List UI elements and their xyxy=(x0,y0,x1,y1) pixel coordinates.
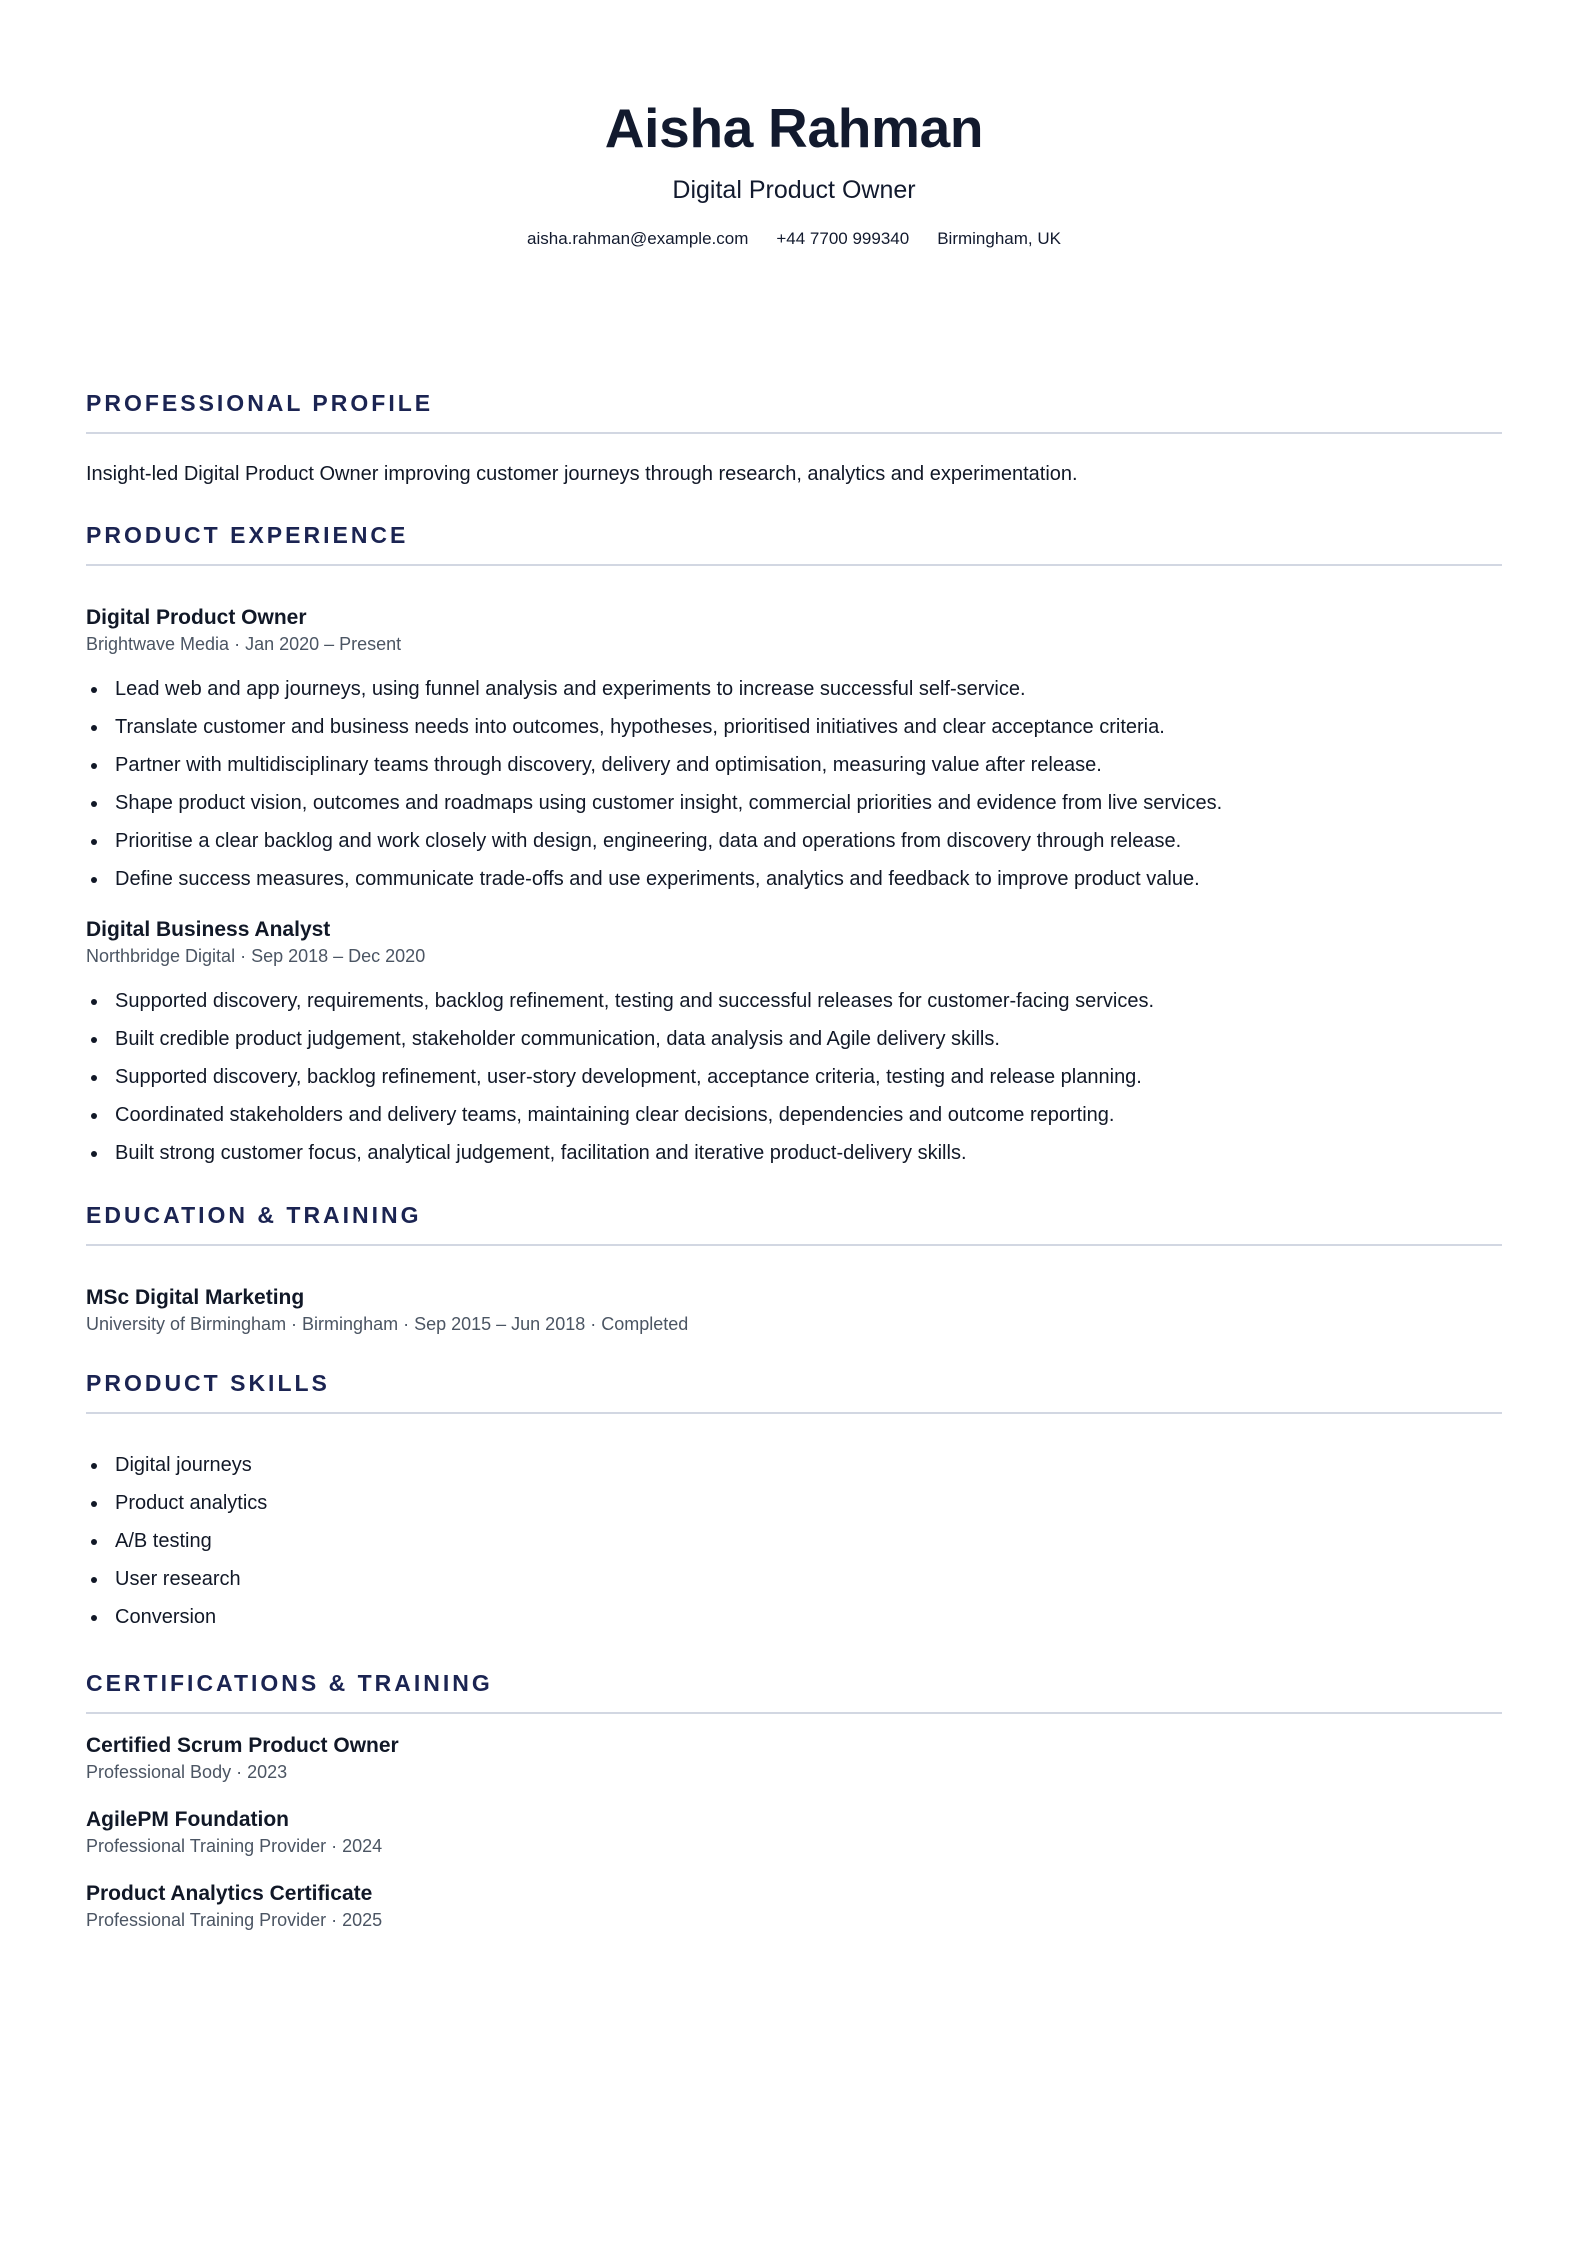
skill-item: Conversion xyxy=(86,1598,1502,1636)
education-entry xyxy=(86,1284,1502,1336)
skill-item: Product analytics xyxy=(86,1484,1502,1522)
section-title-skills: PRODUCT SKILLS xyxy=(86,1370,330,1396)
list-item: Built credible product judgement, stakeholder communication, data analysis and Agile delivery skills. xyxy=(86,1020,1502,1058)
section-divider xyxy=(86,1244,1502,1246)
section-divider xyxy=(86,1412,1502,1414)
list-item: Translate customer and business needs into outcomes, hypotheses, prioritised initiatives and clear acceptance criteria. xyxy=(86,708,1502,746)
job-entry xyxy=(86,604,1502,898)
job-meta: Northbridge Digital · Sep 2018 – Dec 2020 xyxy=(86,946,426,966)
list-item: Shape product vision, outcomes and roadmaps using customer insight, commercial priorities and evidence from live services. xyxy=(86,784,1502,822)
candidate-headline: Digital Product Owner xyxy=(672,176,916,204)
certification-entry xyxy=(86,1880,1502,1932)
section-divider xyxy=(86,1712,1502,1714)
job-meta: Brightwave Media · Jan 2020 – Present xyxy=(86,634,402,654)
list-item: Lead web and app journeys, using funnel analysis and experiments to increase successful self-service. xyxy=(86,670,1502,708)
list-item: Supported discovery, requirements, backlog refinement, testing and successful releases for customer-facing services. xyxy=(86,982,1502,1020)
section-divider xyxy=(86,432,1502,434)
skills-list xyxy=(86,1446,1502,1636)
degree-name: MSc Digital Marketing xyxy=(86,1286,305,1309)
profile-section xyxy=(86,388,1502,488)
job-role: Digital Product Owner xyxy=(86,606,307,629)
skill-item: A/B testing xyxy=(86,1522,1502,1560)
certification-name: Product Analytics Certificate xyxy=(86,1882,373,1905)
candidate-name: Aisha Rahman xyxy=(604,97,984,159)
list-item: Partner with multidisciplinary teams through discovery, delivery and optimisation, measuring value after release. xyxy=(86,746,1502,784)
list-item: Built strong customer focus, analytical judgement, facilitation and iterative product-delivery skills. xyxy=(86,1134,1502,1172)
list-item: Supported discovery, backlog refinement, user-story development, acceptance criteria, testing and release planning. xyxy=(86,1058,1502,1096)
job-bullets xyxy=(86,670,1502,898)
skill-item: User research xyxy=(86,1560,1502,1598)
experience-section xyxy=(86,520,1502,1172)
resume-header xyxy=(86,0,1502,250)
contact-location: Birmingham, UK xyxy=(937,229,1061,248)
certifications-section xyxy=(86,1668,1502,1932)
job-role: Digital Business Analyst xyxy=(86,918,331,941)
section-title-experience: PRODUCT EXPERIENCE xyxy=(86,522,409,548)
contact-email: aisha.rahman@example.com xyxy=(527,229,749,248)
certification-entry xyxy=(86,1732,1502,1784)
degree-meta: University of Birmingham · Birmingham · Sep 2015 – Jun 2018 · Completed xyxy=(86,1314,689,1334)
profile-summary: Insight-led Digital Product Owner improving customer journeys through research, analytics and experimentation. xyxy=(86,463,1078,485)
job-bullets xyxy=(86,982,1502,1172)
section-divider xyxy=(86,564,1502,566)
contact-phone: +44 7700 999340 xyxy=(776,229,910,248)
education-section xyxy=(86,1200,1502,1336)
section-title-profile: PROFESSIONAL PROFILE xyxy=(86,390,434,416)
certification-name: Certified Scrum Product Owner xyxy=(86,1734,399,1757)
job-entry xyxy=(86,916,1502,1172)
list-item: Prioritise a clear backlog and work closely with design, engineering, data and operations from discovery through release. xyxy=(86,822,1502,860)
certification-name: AgilePM Foundation xyxy=(86,1808,289,1831)
certification-entry xyxy=(86,1806,1502,1858)
skills-section xyxy=(86,1368,1502,1636)
certification-meta: Professional Training Provider · 2025 xyxy=(86,1910,383,1930)
certification-meta: Professional Training Provider · 2024 xyxy=(86,1836,383,1856)
contact-line xyxy=(86,228,1502,250)
list-item: Coordinated stakeholders and delivery teams, maintaining clear decisions, dependencies and outcome reporting. xyxy=(86,1096,1502,1134)
certification-meta: Professional Body · 2023 xyxy=(86,1762,288,1782)
section-title-certifications: CERTIFICATIONS & TRAINING xyxy=(86,1670,493,1696)
list-item: Define success measures, communicate trade-offs and use experiments, analytics and feedback to improve product value. xyxy=(86,860,1502,898)
skill-item: Digital journeys xyxy=(86,1446,1502,1484)
section-title-education: EDUCATION & TRAINING xyxy=(86,1202,422,1228)
